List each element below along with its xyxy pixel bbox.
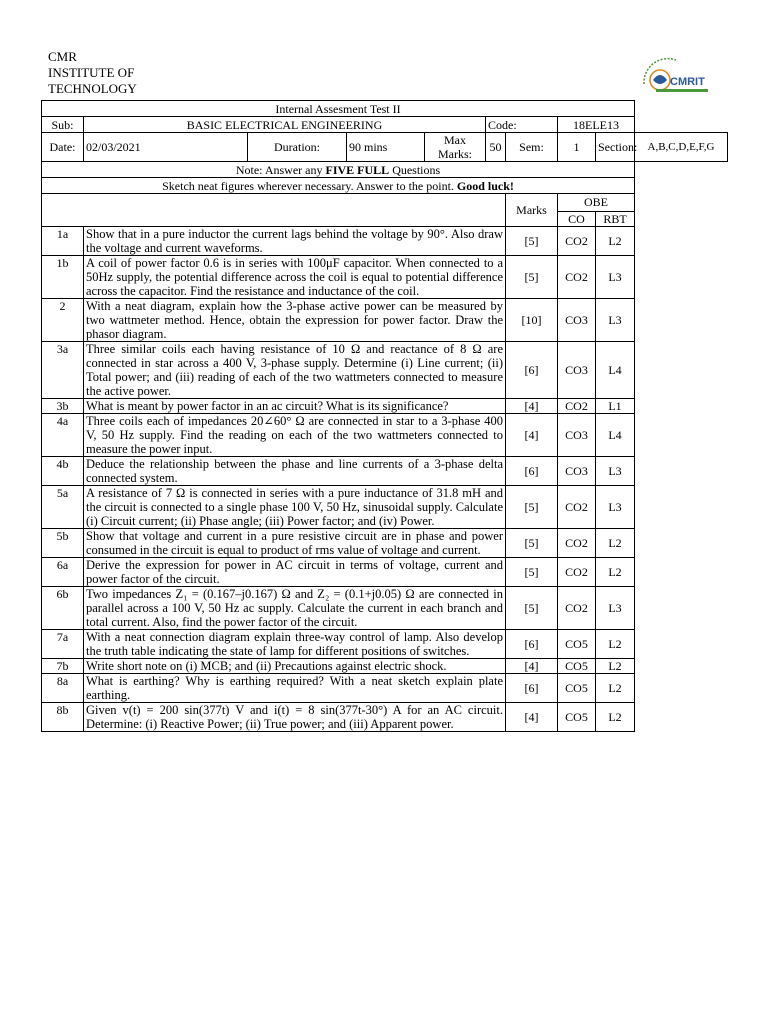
marks-header: Marks — [506, 194, 558, 227]
maxmarks-value: 50 — [486, 133, 506, 162]
question-text: Deduce the relationship between the phase and line currents of a 3-phase delta connected system. — [84, 457, 506, 486]
question-number: 8a — [42, 674, 84, 703]
question-number: 3b — [42, 399, 84, 414]
question-text: Given v(t) = 200 sin(377t) V and i(t) = 8 sin(377t-30°) A for an AC circuit. Determine: (i) Reactive Power; (ii) True power; and (iii) Apparent power. — [84, 703, 506, 732]
question-rbt: L4 — [596, 342, 635, 399]
question-co: CO2 — [558, 399, 596, 414]
institute-line-1: CMR — [48, 49, 77, 64]
question-co: CO2 — [558, 587, 596, 630]
question-number: 3a — [42, 342, 84, 399]
question-co: CO5 — [558, 703, 596, 732]
question-rbt: L2 — [596, 703, 635, 732]
question-row — [42, 558, 728, 587]
question-marks: [4] — [506, 659, 558, 674]
question-row — [42, 674, 728, 703]
blank-header — [42, 194, 506, 212]
question-row — [42, 227, 728, 256]
question-row — [42, 659, 728, 674]
question-text: What is meant by power factor in an ac circuit? What is its significance? — [84, 399, 506, 414]
question-row — [42, 256, 728, 299]
question-rbt: L3 — [596, 299, 635, 342]
note-prefix: Note: Answer any — [235, 162, 326, 177]
question-number: 4b — [42, 457, 84, 486]
question-number: 8b — [42, 703, 84, 732]
question-co: CO2 — [558, 486, 596, 529]
question-rbt: L2 — [596, 227, 635, 256]
sem-label: Sem: — [506, 133, 558, 162]
question-rbt: L2 — [596, 529, 635, 558]
note-text — [42, 162, 635, 178]
question-marks: [6] — [506, 457, 558, 486]
sketch-instruction: Sketch neat figures wherever necessary. Answer to the point. — [162, 178, 457, 193]
subject-name: BASIC ELECTRICAL ENGINEERING — [84, 117, 486, 133]
question-marks: [5] — [506, 227, 558, 256]
question-marks: [5] — [506, 587, 558, 630]
question-marks: [10] — [506, 299, 558, 342]
question-co: CO2 — [558, 558, 596, 587]
question-text: With a neat connection diagram explain three-way control of lamp. Also develop the truth table indicating the state of lamp for different positions of switches. — [84, 630, 506, 659]
svg-text:CMRIT: CMRIT — [670, 76, 705, 88]
question-text: With a neat diagram, explain how the 3-phase active power can be measured by two wattmeter method. Hence, obtain the expression for power factor. Draw the phasor diagram. — [84, 299, 506, 342]
question-marks: [5] — [506, 529, 558, 558]
question-number: 1b — [42, 256, 84, 299]
question-marks: [6] — [506, 342, 558, 399]
question-rbt: L1 — [596, 399, 635, 414]
question-row — [42, 414, 728, 457]
question-text: Write short note on (i) MCB; and (ii) Precautions against electric shock. — [84, 659, 506, 674]
question-rbt: L2 — [596, 674, 635, 703]
question-row — [42, 299, 728, 342]
question-row — [42, 399, 728, 414]
question-number: 6a — [42, 558, 84, 587]
question-row — [42, 587, 728, 630]
question-rbt: L2 — [596, 558, 635, 587]
question-row — [42, 342, 728, 399]
obe-header: OBE — [558, 194, 635, 212]
subject-row — [42, 117, 728, 133]
question-number: 4a — [42, 414, 84, 457]
code-label: Code: — [486, 117, 558, 133]
question-paper-table — [41, 100, 728, 732]
date-row — [42, 133, 728, 162]
question-text: Show that in a pure inductor the current lags behind the voltage by 90°. Also draw the voltage and current waveforms. — [84, 227, 506, 256]
sub-label: Sub: — [42, 117, 84, 133]
note-row — [42, 162, 728, 178]
question-marks: [4] — [506, 399, 558, 414]
question-row — [42, 486, 728, 529]
question-marks: [6] — [506, 630, 558, 659]
marks-header-row — [42, 194, 728, 212]
rbt-header: RBT — [596, 211, 635, 227]
question-row — [42, 630, 728, 659]
question-rbt: L3 — [596, 256, 635, 299]
question-number: 5b — [42, 529, 84, 558]
section-value: A,B,C,D,E,F,G — [635, 133, 728, 162]
question-co: CO5 — [558, 630, 596, 659]
question-number: 7a — [42, 630, 84, 659]
sketch-row — [42, 178, 728, 194]
question-text: Three coils each of impedances 20∠60° Ω are connected in star to a 3-phase 400 V, 50 Hz supply. Find the reading on each of the two wattmeters connected to measure the power input. — [84, 414, 506, 457]
question-text: Derive the expression for power in AC circuit in terms of voltage, current and power factor of the circuit. — [84, 558, 506, 587]
question-rbt: L4 — [596, 414, 635, 457]
question-rbt: L3 — [596, 457, 635, 486]
question-co: CO3 — [558, 414, 596, 457]
question-number: 1a — [42, 227, 84, 256]
question-co: CO5 — [558, 659, 596, 674]
question-number: 6b — [42, 587, 84, 630]
co-rbt-header-row — [42, 211, 728, 227]
question-text: What is earthing? Why is earthing required? With a neat sketch explain plate earthing. — [84, 674, 506, 703]
duration-value: 90 mins — [347, 133, 425, 162]
note-suffix: Questions — [389, 162, 441, 177]
question-number: 2 — [42, 299, 84, 342]
question-rbt: L3 — [596, 486, 635, 529]
question-text: Show that voltage and current in a pure resistive circuit are in phase and power consumed in the circuit is equal to product of rms value of voltage and current. — [84, 529, 506, 558]
maxmarks-label: Max Marks: — [425, 133, 486, 162]
question-co: CO3 — [558, 342, 596, 399]
institute-name — [48, 49, 137, 97]
exam-date: 02/03/2021 — [84, 133, 248, 162]
question-rbt: L2 — [596, 630, 635, 659]
question-marks: [5] — [506, 558, 558, 587]
question-number: 5a — [42, 486, 84, 529]
question-rbt: L3 — [596, 587, 635, 630]
date-label: Date: — [42, 133, 84, 162]
sem-value: 1 — [558, 133, 596, 162]
question-co: CO2 — [558, 227, 596, 256]
question-co: CO2 — [558, 529, 596, 558]
sketch-text — [42, 178, 635, 194]
questions-body — [42, 194, 728, 732]
question-text: A coil of power factor 0.6 is in series with 100μF capacitor. When connected to a 50Hz supply, the potential difference across the coil is equal to potential difference across the capacitor. Find the resistance and inductance of the coil. — [84, 256, 506, 299]
question-marks: [5] — [506, 486, 558, 529]
question-row — [42, 703, 728, 732]
note-bold: FIVE FULL — [325, 162, 390, 177]
institute-line-3: TECHNOLOGY — [48, 81, 137, 96]
question-text: Two impedances Z₁ = (0.167–j0.167) Ω and Z₂ = (0.1+j0.05) Ω are connected in parallel across a 100 V, 50 Hz ac supply. Calculate the current in each branch and total current. Also, find the power factor of the circuit. — [84, 587, 506, 630]
blank-header-2 — [42, 211, 506, 227]
question-co: CO3 — [558, 299, 596, 342]
question-marks: [4] — [506, 414, 558, 457]
question-rbt: L2 — [596, 659, 635, 674]
question-text: Three similar coils each having resistance of 10 Ω and reactance of 8 Ω are connected in star across a 400 V, 3-phase supply. Determine (i) Line current; (ii) Total power; and (iii) reading of each of the two wattmeters connected to measure the active power. — [84, 342, 506, 399]
question-row — [42, 457, 728, 486]
question-text: A resistance of 7 Ω is connected in series with a pure inductance of 31.8 mH and the circuit is connected to a single phase 100 V, 50 Hz, sinusoidal supply. Calculate (i) Circuit current; (ii) Phase angle; (iii) Power factor; and (iv) Power. — [84, 486, 506, 529]
test-title: Internal Assesment Test II — [42, 101, 635, 117]
question-marks: [6] — [506, 674, 558, 703]
question-co: CO2 — [558, 256, 596, 299]
question-row — [42, 529, 728, 558]
cmrit-logo — [636, 54, 714, 98]
subject-code: 18ELE13 — [558, 117, 635, 133]
question-co: CO3 — [558, 457, 596, 486]
section-label: Section: — [596, 133, 635, 162]
good-luck: Good luck! — [456, 178, 514, 193]
co-header: CO — [558, 211, 596, 227]
question-number: 7b — [42, 659, 84, 674]
test-title-row — [42, 101, 728, 117]
question-marks: [5] — [506, 256, 558, 299]
duration-label: Duration: — [248, 133, 347, 162]
institute-line-2: INSTITUTE OF — [48, 65, 135, 80]
question-co: CO5 — [558, 674, 596, 703]
question-marks: [4] — [506, 703, 558, 732]
